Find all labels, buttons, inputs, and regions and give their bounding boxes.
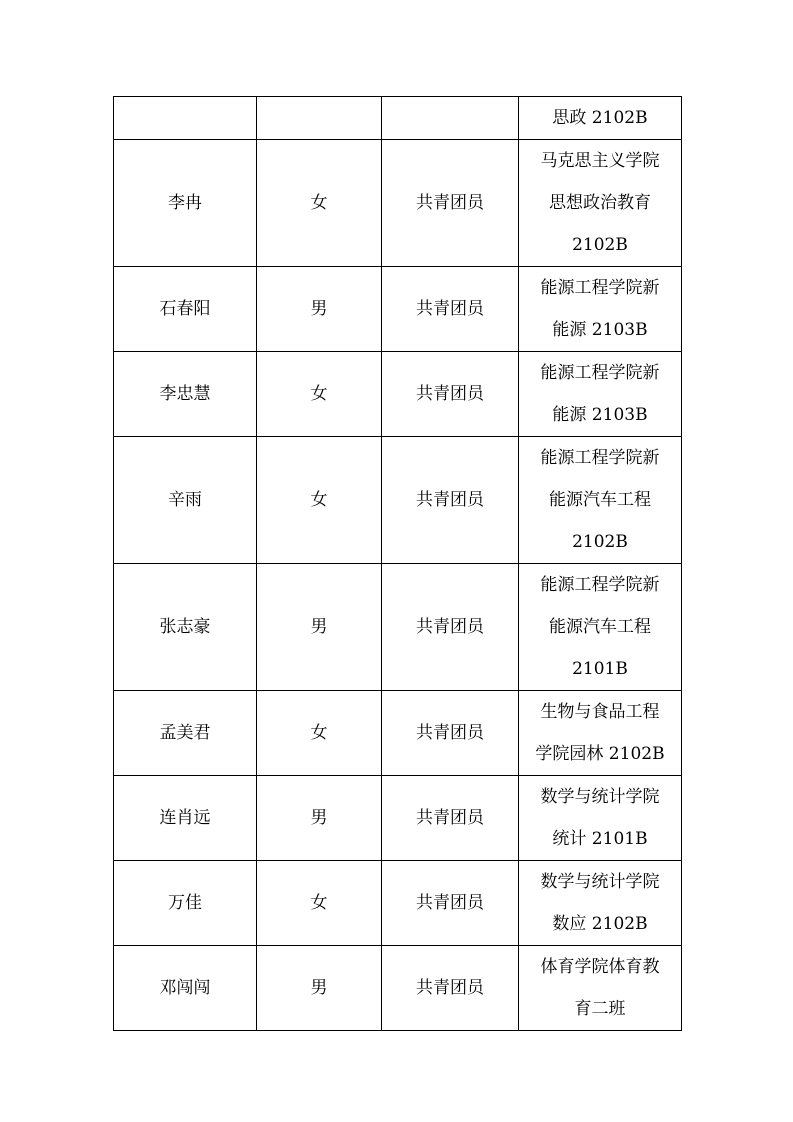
political-status-cell: 共青团员: [382, 861, 519, 946]
major-cell: [519, 97, 682, 140]
major-line: 能源工程学院新: [540, 363, 660, 383]
roster-body: [114, 97, 682, 1031]
table-row: [114, 564, 682, 691]
name-cell: 连肖远: [114, 776, 257, 861]
name-cell: 孟美君: [114, 691, 257, 776]
gender-cell: 男: [257, 267, 382, 352]
gender-cell: 女: [257, 140, 382, 267]
political-status-cell: 共青团员: [382, 691, 519, 776]
table-row: [114, 861, 682, 946]
major-line: 数学与统计学院: [540, 872, 660, 892]
gender-cell: 男: [257, 564, 382, 691]
name-cell: 石春阳: [114, 267, 257, 352]
major-cell: [519, 564, 682, 691]
gender-cell: 女: [257, 352, 382, 437]
table-row: [114, 691, 682, 776]
major-line: 体育学院体育教: [540, 957, 660, 977]
table-row: [114, 776, 682, 861]
political-status-cell: 共青团员: [382, 946, 519, 1031]
gender-cell: 女: [257, 861, 382, 946]
major-line: 数学与统计学院: [540, 787, 660, 807]
major-line: 育二班: [574, 999, 626, 1019]
political-status-cell: 共青团员: [382, 267, 519, 352]
gender-cell: [257, 97, 382, 140]
major-line: 2102B: [572, 532, 628, 552]
major-cell: [519, 946, 682, 1031]
gender-cell: 男: [257, 776, 382, 861]
political-status-cell: 共青团员: [382, 140, 519, 267]
gender-cell: 男: [257, 946, 382, 1031]
table-row: [114, 140, 682, 267]
major-cell: [519, 352, 682, 437]
name-cell: [114, 97, 257, 140]
major-cell: [519, 437, 682, 564]
major-line: 思想政治教育: [549, 193, 651, 213]
major-line: 能源工程学院新: [540, 448, 660, 468]
major-cell: [519, 267, 682, 352]
political-status-cell: 共青团员: [382, 352, 519, 437]
major-line: 学院园林 2102B: [535, 744, 665, 764]
student-roster-table: [113, 96, 682, 1031]
political-status-cell: 共青团员: [382, 776, 519, 861]
major-cell: [519, 776, 682, 861]
table-row: [114, 267, 682, 352]
political-status-cell: 共青团员: [382, 564, 519, 691]
political-status-cell: [382, 97, 519, 140]
major-line: 能源汽车工程: [549, 617, 651, 637]
table-row: [114, 352, 682, 437]
major-line: 能源工程学院新: [540, 278, 660, 298]
major-cell: [519, 140, 682, 267]
name-cell: 邓闯闯: [114, 946, 257, 1031]
major-line: 数应 2102B: [552, 914, 648, 934]
name-cell: 李忠慧: [114, 352, 257, 437]
name-cell: 李冉: [114, 140, 257, 267]
major-line: 能源 2103B: [552, 320, 648, 340]
name-cell: 辛雨: [114, 437, 257, 564]
major-line: 能源汽车工程: [549, 490, 651, 510]
table-row: [114, 946, 682, 1031]
major-line: 能源工程学院新: [540, 575, 660, 595]
major-line: 生物与食品工程: [540, 702, 660, 722]
gender-cell: 女: [257, 437, 382, 564]
table-row: [114, 97, 682, 140]
name-cell: 张志豪: [114, 564, 257, 691]
name-cell: 万佳: [114, 861, 257, 946]
major-line: 能源 2103B: [552, 405, 648, 425]
table-row: [114, 437, 682, 564]
major-cell: [519, 691, 682, 776]
major-line: 统计 2101B: [552, 829, 648, 849]
major-cell: [519, 861, 682, 946]
gender-cell: 女: [257, 691, 382, 776]
major-line: 思政 2102B: [552, 108, 648, 128]
major-line: 2101B: [572, 659, 628, 679]
political-status-cell: 共青团员: [382, 437, 519, 564]
major-line: 2102B: [572, 235, 628, 255]
major-line: 马克思主义学院: [540, 151, 660, 171]
